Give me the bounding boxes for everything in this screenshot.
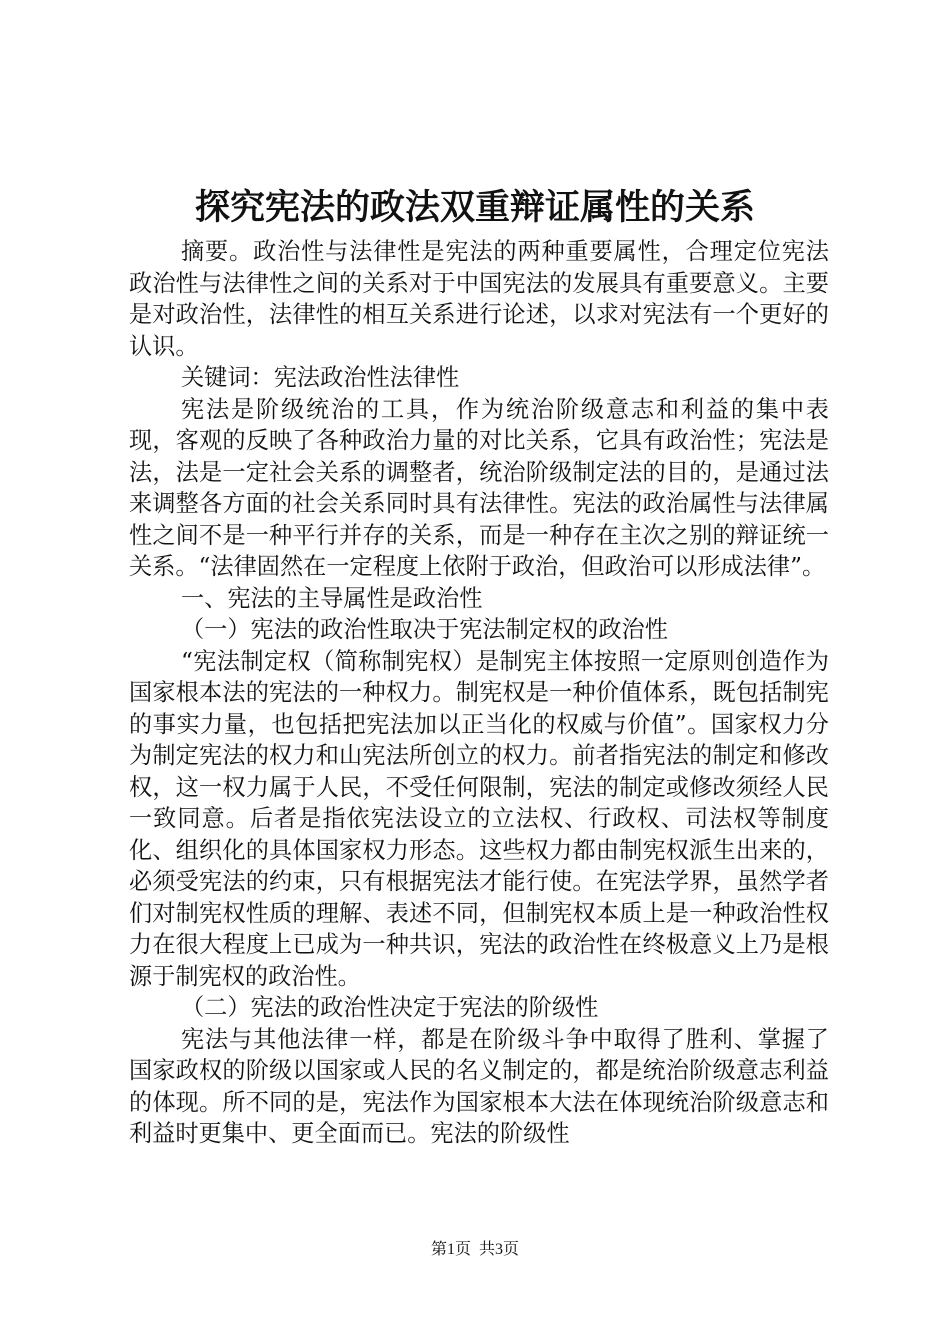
subsection-heading: （一）宪法的政治性取决于宪法制定权的政治性 bbox=[181, 616, 668, 643]
body-paragraph: “宪法制定权（简称制宪权）是制宪主体按照一定原则创造作为国家根本法的宪法的一种权力。制宪权是一种价值体系，既包括制宪的事实力量，也包括把宪法加以正当化的权威与价值”。国家权力分为制定宪法的权力和山宪法所创立的权力。前者指宪法的制定和修改权，这一权力属于人民，不受任何限制，宪法的制定或修改须经人民一致同意。后者是指依宪法设立的立法权、行政权、司法权等制度化、组织化的具体国家权力形态。这些权力都由制宪权派生出来的，必须受宪法的约束，只有根据宪法才能行使。在宪法学界，虽然学者们对制宪权性质的理解、表述不同，但制宪权本质上是一种政治性权力在很大程度上已成为一种共识，宪法的政治性在终极意义上乃是根源于制宪权的政治性。 bbox=[129, 647, 829, 990]
document-body bbox=[129, 236, 829, 1150]
body-paragraph: 宪法是阶级统治的工具，作为统治阶级意志和利益的集中表现，客观的反映了各种政治力量的对比关系，它具有政治性；宪法是法，法是一定社会关系的调整者，统治阶级制定法的目的，是通过法来调整各方面的社会关系同时具有法律性。宪法的政治属性与法律属性之间不是一种平行并存的关系，而是一种存在主次之别的辩证统一关系。“法律固然在一定程度上依附于政治，但政治可以形成法律”。 bbox=[129, 395, 829, 580]
body-paragraph: 宪法与其他法律一样，都是在阶级斗争中取得了胜利、掌握了国家政权的阶级以国家或人民的名义制定的，都是统治阶级意志利益的体现。所不同的是，宪法作为国家根本大法在体现统治阶级意志和利益时更集中、更全面而已。宪法的阶级性 bbox=[129, 1025, 829, 1147]
page-number: 第1页 bbox=[430, 1241, 471, 1258]
document-title: 探究宪法的政法双重辩证属性的关系 bbox=[194, 188, 755, 228]
page-total: 共3页 bbox=[479, 1241, 520, 1258]
section-heading: 一、宪法的主导属性是政治性 bbox=[181, 584, 483, 612]
subsection-heading: （二）宪法的政治性决定于宪法的阶级性 bbox=[181, 994, 599, 1021]
keywords-line: 关键词：宪法政治性法律性 bbox=[181, 364, 460, 391]
abstract-paragraph: 摘要。政治性与法律性是宪法的两种重要属性，合理定位宪法政治性与法律性之间的关系对于中国宪法的发展具有重要意义。主要是对政治性，法律性的相互关系进行论述，以求对宪法有一个更好的认识。 bbox=[129, 238, 829, 360]
page-footer bbox=[0, 1240, 950, 1260]
